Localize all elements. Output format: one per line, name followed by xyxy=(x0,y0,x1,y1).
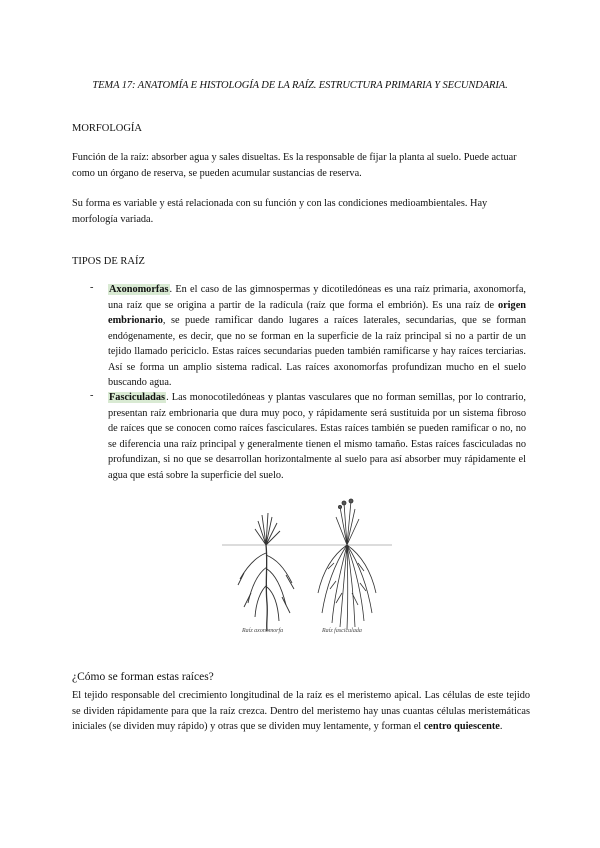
paragraph-meristemo xyxy=(72,688,530,735)
term-fasciculadas: Fasciculadas xyxy=(109,392,166,403)
bold-centro-quiescente: centro quiescente xyxy=(423,721,500,733)
paragraph-forma: Su forma es variable y está relacionada con su función y con las condiciones medioambientales. Hay morfología variada. xyxy=(72,198,488,225)
axonomorfas-text-2: , se puede ramificar dando lugares a raíces laterales, secundarias, que se forman endógenamente, es decir, que no se forman en la superficie de la raíz principal si no a partir de un tejido llamado periciclo. Estas raíces secundarias pueden también ramificarse y hay raíces terciarias. Así se forma un amplio sistema radical. Las raíces axonomorfas profundizan mucho en el suelo buscando agua. xyxy=(108,315,526,388)
document-title: TEMA 17: ANATOMÍA E HISTOLOGÍA DE LA RAÍZ. ESTRUCTURA PRIMARIA Y SECUNDARIA. xyxy=(92,80,508,91)
bold-origen-embrionario: origen embrionario xyxy=(108,299,526,326)
heading-como-se-forman: ¿Cómo se forman estas raíces? xyxy=(72,671,214,683)
heading-morfologia: MORFOLOGÍA xyxy=(72,123,143,134)
roots-figure xyxy=(222,493,392,643)
term-axonomorfas: Axonomorfas xyxy=(109,284,169,295)
caption-axonomorfa: Raíz axonomorfa xyxy=(242,628,284,634)
bullet-dash: - xyxy=(90,390,94,401)
list-item-axonomorfas xyxy=(108,282,526,391)
heading-tipos-raiz: TIPOS DE RAÍZ xyxy=(72,256,145,267)
fibrous-plant xyxy=(318,499,376,629)
caption-fasciculada: Raíz fasciculada xyxy=(322,628,362,634)
list-item-fasciculadas xyxy=(108,390,526,483)
paragraph-funcion: Función de la raíz: absorber agua y sales disueltas. Es la responsable de fijar la planta al suelo. Puede actuar como un órgano de reserva, se pueden acumular sustancias de reserva. xyxy=(72,152,517,179)
fasciculadas-text-1: . Las monocotiledóneas y plantas vasculares que no forman semillas, por lo contrario, presentan raíz embrionaria que dura muy poco, y rápidamente será sustituida por un sistema fibroso de raíces que se conocen como raíces fasciculares. Estas raíces también se pueden ramificar o no, no se diferencia una raíz principal y generalmente tienen el mismo tamaño. Estas raíces fasciculadas no profundizan, si no que se desarrollan horizontalmente al suelo para así absorber muy rápidamente el agua que está sobre la superficie del suelo. xyxy=(108,392,526,481)
taproot-plant xyxy=(238,513,294,631)
axonomorfas-text-1: . En el caso de las gimnospermas y dicotiledóneas es una raíz primaria, axonomorfa, una raíz que se origina a partir de la radícula (raíz que forma el embrión). Es una raíz de xyxy=(108,284,526,311)
meristemo-text-1: El tejido responsable del crecimiento longitudinal de la raíz es el meristemo apical. Las células de este tejido se dividen rápidamente para que la raíz crezca. Dentro del meristemo hay unas cuantas células meristemáticas iniciales (se dividen muy rápido) y otras que se dividen muy lentamente, y forman el xyxy=(72,690,530,733)
bullet-dash: - xyxy=(90,282,94,293)
meristemo-text-2: . xyxy=(499,721,503,733)
roots-illustration xyxy=(222,493,392,643)
